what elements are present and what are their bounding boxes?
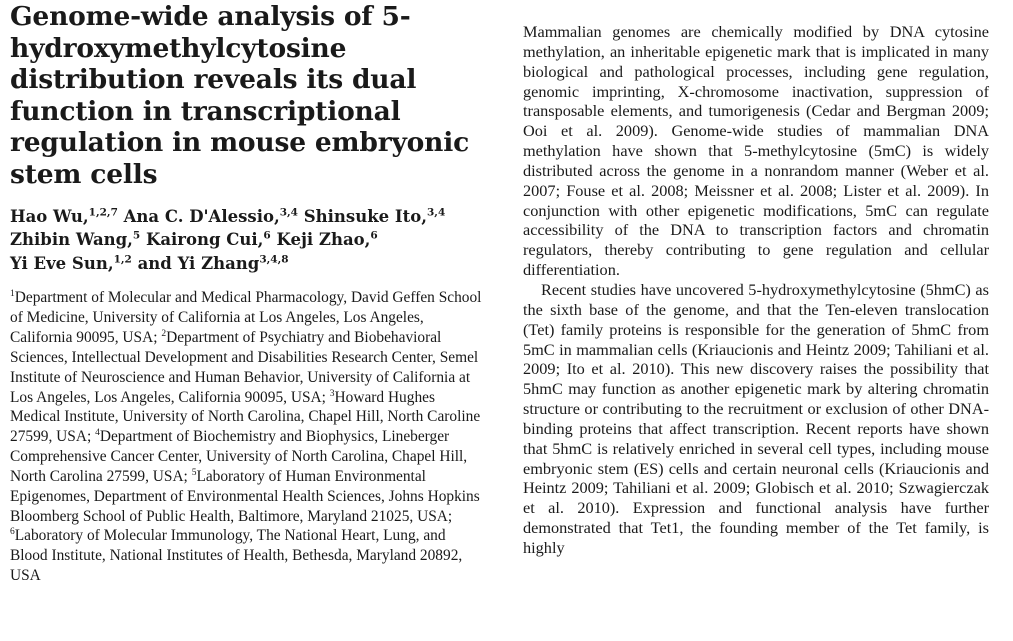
affiliation-3-marker: 3 [329, 388, 335, 399]
front-matter [10, 0, 482, 586]
author-1: Hao Wu,$^{1,2,7}$ [10, 206, 118, 226]
affiliation-4: Department of Biochemistry and Biophysics, Lineberger Comprehensive Cancer Center, University of North Carolina, Chapel Hill, North Carolina 27599, USA; [10, 428, 468, 485]
affiliation-5: Laboratory of Human Environmental Epigenomes, Department of Environmental Health Sciences, Johns Hopkins Bloomberg School of Public Health, Baltimore, Maryland 21025, USA; [10, 467, 480, 525]
affiliation-6: Laboratory of Molecular Immunology, The National Heart, Lung, and Blood Institute, National Institutes of Health, Bethesda, Maryland 20892, USA [10, 527, 463, 585]
author-list [10, 205, 482, 276]
body-paragraph-1: Mammalian genomes are chemically modified by DNA cytosine methylation, an inheritable epigenetic mark that is implicated in many biological and pathological processes, including gene regulation, genomic imprinting, X-chromosome inactivation, suppression of transposable elements, and tumorigenesis (Cedar and Bergman 2009; Ooi et al. 2009). Genome-wide studies of mammalian DNA methylation have shown that 5-methylcytosine (5mC) is widely distributed across the genome in a nonrandom manner (Weber et al. 2007; Fouse et al. 2008; Meissner et al. 2008; Lister et al. 2009). In conjunction with other epigenetic modifications, 5mC can regulate accessibility of the DNA to transcription factors and chromatin regulators, thereby contributing to gene regulation and cellular differentiation. [523, 22, 989, 280]
affiliation-5-marker: 5 [191, 467, 197, 478]
body-paragraph-2: Recent studies have uncovered 5-hydroxymethylcytosine (5hmC) as the sixth base of the genome, and that the Ten-eleven translocation (Tet) family proteins is responsible for the generation of 5hmC from 5mC in mammalian cells (Kriaucionis and Heintz 2009; Tahiliani et al. 2009; Ito et al. 2010). This new discovery raises the possibility that 5hmC may function as another epigenetic mark by altering chromatin structure or contributing to the recruitment or exclusion of other DNA-binding proteins that affect transcription. Recent reports have shown that 5hmC is relatively enriched in several cell types, including mouse embryonic stem (ES) cells and certain neuronal cells (Kriaucionis and Heintz 2009; Tahiliani et al. 2009; Globisch et al. 2010; Szwagierczak et al. 2010). Expression and functional analysis have further demonstrated that Tet1, the founding member of the Tet family, is highly [523, 279, 989, 557]
author-3: Shinsuke Ito,$^{3,4}$ [303, 206, 446, 226]
affiliation-4-marker: 4 [95, 428, 100, 439]
article-title: Genome-wide analysis of 5-hydroxymethylcytosine distribution reveals its dual function in transcriptional regulation in mouse embryonic stem cells [10, 1, 470, 190]
affiliation-3: Howard Hughes Medical Institute, University of North Carolina, Chapel Hill, North Caroline 27599, USA; [10, 388, 481, 446]
affiliation-2: Department of Psychiatry and Biobehavioral Sciences, Intellectual Development and Disabilities Research Center, Semel Institute of Neuroscience and Human Behavior, University of California at Los Angeles, Los Angeles, California 90095, USA; [10, 329, 479, 406]
affiliations [10, 288, 482, 586]
author-4: Zhibin Wang,$^5$ [10, 229, 141, 250]
affiliation-1-marker: 1 [10, 289, 15, 300]
author-5: Kairong Cui,$^6$ [145, 229, 271, 250]
author-2: Ana C. D'Alessio,$^{3,4}$ [123, 206, 298, 226]
author-8: and Yi Zhang$^{3,4,8}$ [137, 253, 289, 273]
article-body [523, 22, 989, 558]
affiliation-6-marker: 6 [10, 527, 15, 538]
author-6: Keji Zhao,$^6$ [276, 229, 378, 250]
affiliation-2-marker: 2 [161, 328, 167, 339]
affiliation-1: Department of Molecular and Medical Pharmacology, David Geffen School of Medicine, University of California at Los Angeles, Los Angeles, California 90095, USA; [10, 289, 482, 347]
author-7: Yi Eve Sun,$^{1,2}$ [10, 253, 132, 273]
